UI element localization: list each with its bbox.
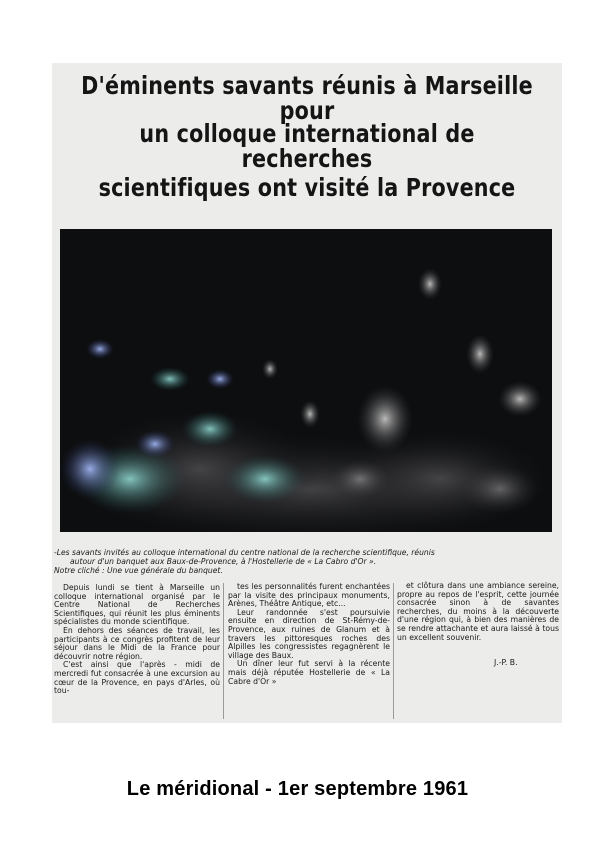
article-column-3 [397, 582, 559, 642]
headline-line-3: scientifiques ont visité la Provence [98, 173, 516, 202]
banquet-photo-image [60, 229, 552, 532]
newspaper-clipping [52, 63, 562, 723]
paragraph: C'est ainsi que l'après - midi de mercredi fut consacrée à une excursion au cœur de la Provence, en pays d'Arles, où tou- [54, 660, 220, 696]
column-divider [223, 583, 224, 719]
paragraph: et clôtura dans une ambiance sereine, propre au repos de l'esprit, cette journée consacrée sinon à de savantes recherches, du moins à la découverte d'une région qui, à bien des manières de se rendre attachante et aura laissé à tous un excellent souvenir. [397, 581, 559, 642]
paragraph: Un dîner leur fut servi à la récente mais déjà réputée Hostellerie de « La Cabre d'Or » [228, 659, 390, 686]
headline-line-2: un colloque international de recherches [139, 119, 475, 173]
article-column-1 [54, 584, 220, 696]
paragraph: tes les personnalités furent enchantées par la visite des principaux monuments, Arènes, Théâtre Antique, etc... [228, 582, 390, 609]
column-divider [393, 583, 394, 719]
paragraph: Depuis lundi se tient à Marseille un colloque international organisé par le Centre National de Recherches Scientifiques, qui réunit les plus éminents spécialistes du monde scientifique. [54, 583, 220, 627]
banquet-photo [60, 229, 552, 532]
paragraph: En dehors des séances de travail, les participants à ce congrès profitent de leur séjour dans le Midi de la France pour découvrir notre région. [54, 625, 220, 661]
article-column-2 [228, 583, 390, 686]
caption-line-3: Notre cliché : Une vue générale du banquet. [54, 566, 223, 575]
author-signature: J.-P. B. [494, 658, 518, 667]
headline-line-1: D'éminents savants réunis à Marseille pour [81, 71, 533, 125]
caption-line-1: -Les savants invités au colloque international du centre national de la recherche scientifique, réunis [54, 548, 435, 557]
source-caption: Le méridional - 1er septembre 1961 [126, 778, 469, 800]
caption-line-2: autour d'un banquet aux Baux-de-Provence, à l'Hostellerie de « La Cabro d'Or ». [70, 557, 377, 566]
paragraph: Leur randonnée s'est poursuivie ensuite en direction de St-Rémy-de-Provence, aux ruines de Glanum et à travers les pittoresques roches des Alpilles les congressistes regagnèrent le village des Baux. [228, 607, 390, 660]
